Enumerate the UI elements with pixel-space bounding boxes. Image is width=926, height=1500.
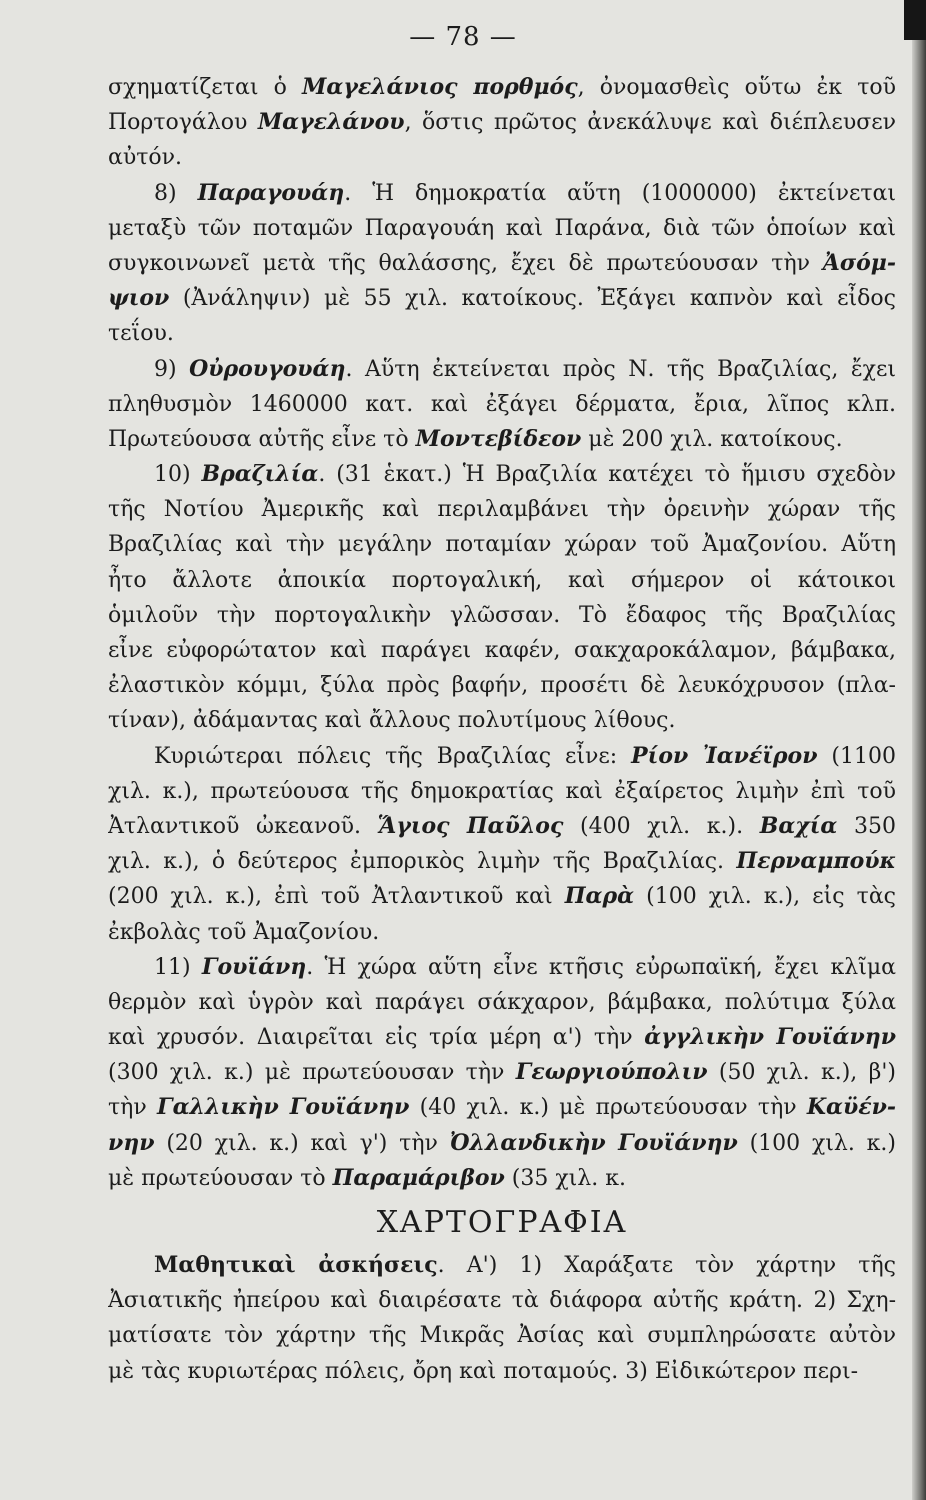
text-run: τῆς Νοτίου Ἀμερικῆς καὶ περιλαμβάνει τὴν ὀρεινὴν χώραν τῆς [108, 497, 896, 523]
text-line [108, 1126, 896, 1161]
text-run: . (31 ἑκατ.) Ἡ Βραζιλία κατέχει τὸ ἥμισυ σχεδὸν [318, 462, 896, 488]
text-line [108, 668, 896, 703]
emphasized-term: Καϋέν- [806, 1094, 896, 1121]
emphasized-term: Παραμάριβον [332, 1164, 505, 1191]
text-line [108, 915, 896, 950]
text-line [108, 457, 896, 492]
text-run: (400 χιλ. κ.). [563, 813, 760, 839]
emphasized-term: Γαλλικὴν Γουϊάνην [156, 1094, 410, 1121]
emphasized-term: ἀγγλικὴν Γουϊάνην [644, 1024, 896, 1051]
text-run: τεΐου. [108, 321, 174, 347]
text-run: μὲ πρωτεύουσαν τὸ [108, 1165, 333, 1191]
paragraph [108, 176, 896, 352]
text-run: καὶ χρυσόν. Διαιρεῖται εἰς τρία μέρη α') τὴν [108, 1025, 645, 1051]
emphasized-term: Παρὰ [564, 883, 635, 910]
text-line [108, 1161, 896, 1196]
text-line [108, 316, 896, 351]
text-line [108, 492, 896, 527]
text-run: 10) [154, 462, 202, 488]
text-run: . Α') 1) Χαράξατε τὸν χάρτην τῆς [437, 1253, 896, 1278]
text-run: , ὀνομασθεὶς οὕτω ἐκ τοῦ [577, 75, 896, 100]
emphasized-term: Βραζιλία [201, 461, 319, 488]
text-line [108, 1248, 896, 1283]
text-line [108, 70, 896, 105]
text-run: χιλ. κ.), ὁ δεύτερος ἐμπορικὸς λιμὴν τῆς Βραζιλίας. [108, 849, 737, 875]
text-run: σχηματίζεται ὁ [108, 75, 303, 100]
paragraph [108, 950, 896, 1196]
text-line [108, 246, 896, 281]
bold-term: Μαθητικαὶ ἀσκήσεις [154, 1252, 438, 1278]
text-line [108, 1354, 896, 1389]
text-line [108, 387, 896, 422]
text-run: Κυριώτεραι πόλεις τῆς Βραζιλίας εἶνε: [154, 743, 632, 769]
text-run: Βραζιλίας καὶ τὴν μεγάλην ποταμίαν χώραν τοῦ Ἀμαζονίου. Αὕτη [108, 532, 896, 558]
text-run: 11) [154, 954, 202, 980]
text-run: (100 χιλ. κ.) [737, 1130, 896, 1156]
text-run: 350 [837, 813, 896, 839]
page-body-text [108, 70, 896, 1389]
text-line [108, 563, 896, 598]
text-line [108, 527, 896, 562]
page-number: — 78 — [409, 22, 517, 52]
text-line [108, 140, 896, 175]
emphasized-term: Βαχία [759, 812, 838, 839]
emphasized-term: Μοντεβίδεον [415, 425, 582, 452]
text-run: (Ἀνάληψιν) μὲ 55 χιλ. κατοίκους. Ἐξάγει καπνὸν καὶ εἶδος [169, 286, 896, 312]
text-run: . Ἡ χώρα αὕτη εἶνε κτῆσις εὐρωπαϊκή, ἔχει κλῖμα [306, 954, 896, 980]
text-run: τίναν), ἀδάμαντας καὶ ἄλλους πολυτίμους λίθους. [108, 708, 676, 734]
text-run: χιλ. κ.), πρωτεύουσα τῆς δημοκρατίας καὶ ἐξαίρετος λιμὴν ἐπὶ τοῦ [108, 778, 896, 804]
text-run: μὲ 200 χιλ. κατοίκους. [581, 426, 843, 452]
text-run: ὁμιλοῦν τὴν πορτογαλικὴν γλῶσσαν. Τὸ ἔδαφος τῆς Βραζιλίας [108, 602, 896, 628]
text-line [108, 950, 896, 985]
text-line [108, 105, 896, 140]
text-run: (40 χιλ. κ.) μὲ πρωτεύουσαν τὴν [409, 1095, 807, 1121]
emphasized-term: Ρίον Ἰανέϊρον [631, 742, 818, 769]
text-line [108, 422, 896, 457]
text-run: συγκοινωνεῖ μετὰ τῆς θαλάσσης, ἔχει δὲ πρωτεύουσαν τὴν [108, 250, 823, 276]
emphasized-term: Περναμπούκ [736, 848, 896, 875]
text-line [108, 352, 896, 387]
emphasized-term: Μαγελάνιος πορθμός [302, 74, 578, 100]
text-line [108, 633, 896, 668]
text-run: (20 χιλ. κ.) καὶ γ') τὴν [154, 1130, 450, 1156]
text-run: θερμὸν καὶ ὑγρὸν καὶ παράγει σάκχαρον, βάμβακα, πολύτιμα ξύλα [108, 989, 896, 1015]
text-run: αὐτόν. [108, 145, 183, 171]
emphasized-term: νην [108, 1129, 155, 1156]
text-run: . Αὕτη ἐκτείνεται πρὸς Ν. τῆς Βραζιλίας, ἔχει [345, 356, 896, 382]
text-run: ἦτο ἄλλοτε ἀποικία πορτογαλική, καὶ σήμερον οἱ κάτοικοι [108, 567, 896, 593]
text-run: (1100 [817, 743, 896, 769]
text-run: 9) [154, 356, 190, 382]
emphasized-term: Οὐρουγουάη [189, 355, 346, 382]
text-line [108, 809, 896, 844]
paragraph [108, 457, 896, 739]
emphasized-term: Γουϊάνη [201, 953, 307, 980]
text-line [108, 739, 896, 774]
text-line [108, 985, 896, 1020]
text-line [108, 774, 896, 809]
emphasized-term: Ἀσόμ- [822, 249, 896, 276]
text-line [108, 1090, 896, 1125]
text-run: (35 χιλ. κ. [504, 1165, 626, 1191]
emphasized-term: Παραγουάη [197, 179, 345, 206]
emphasized-term: ψιον [108, 285, 170, 312]
text-line [108, 1283, 896, 1318]
text-line [108, 211, 896, 246]
text-run: ἐλαστικὸν κόμμι, ξύλα πρὸς βαφήν, προσέτι δὲ λευκόχρυσον (πλα- [108, 673, 896, 699]
text-line [108, 1055, 896, 1090]
emphasized-term: Ὀλλανδικὴν Γουϊάνην [449, 1129, 738, 1156]
text-line [108, 879, 896, 914]
text-line [108, 1020, 896, 1055]
paragraph [108, 739, 896, 950]
text-run: Ἀτλαντικοῦ ὠκεανοῦ. [108, 813, 378, 839]
text-line [108, 844, 896, 879]
text-run: Ἀσιατικῆς ἠπείρου καὶ διαιρέσατε τὰ διάφορα αὐτῆς κράτη. 2) Σχη- [108, 1288, 896, 1314]
text-run: . Ἡ δημοκρατία αὕτη (1000000) ἐκτείνεται [344, 180, 896, 206]
page-edge-shadow [912, 0, 926, 1500]
emphasized-term: Μαγελάνου [257, 109, 405, 136]
emphasized-term: Ἅγιος Παῦλος [377, 812, 564, 839]
text-run: εἶνε εὐφορώτατον καὶ παράγει καφέν, σακχαροκάλαμον, βάμβακα, [108, 638, 896, 663]
text-run: μὲ τὰς κυριωτέρας πόλεις, ὄρη καὶ ποταμούς. 3) Εἰδικώτερον περι- [108, 1358, 859, 1384]
section-heading: ΧΑΡΤΟΓΡΑΦΙΑ [376, 1205, 628, 1240]
paragraph [108, 70, 896, 176]
text-run: Πρωτεύουσα αὐτῆς εἶνε τὸ [108, 426, 416, 452]
text-line [108, 281, 896, 316]
text-run: μεταξὺ τῶν ποταμῶν Παραγουάη καὶ Παράνα, διὰ τῶν ὁποίων καὶ [108, 215, 896, 241]
paragraph [108, 352, 896, 458]
text-run: (50 χιλ. κ.), β') [707, 1060, 896, 1086]
text-run: Πορτογάλου [108, 110, 258, 136]
text-line [108, 598, 896, 633]
text-run: , ὅστις πρῶτος ἀνεκάλυψε καὶ διέπλευσεν [404, 110, 896, 136]
text-line [108, 176, 896, 211]
text-run: (300 χιλ. κ.) μὲ πρωτεύουσαν τὴν [108, 1060, 516, 1086]
paragraph [108, 1248, 896, 1389]
text-run: 8) [154, 180, 198, 206]
text-line [108, 1318, 896, 1353]
text-run: (100 χιλ. κ.), εἰς τὰς [634, 884, 896, 910]
text-run: πληθυσμὸν 1460000 κατ. καὶ ἐξάγει δέρματα, ἔρια, λῖπος κλπ. [108, 391, 896, 417]
text-run: τὴν [108, 1095, 157, 1121]
emphasized-term: Γεωργιούπολιν [515, 1059, 708, 1086]
text-run: ματίσατε τὸν χάρτην τῆς Μικρᾶς Ἀσίας καὶ συμπληρώσατε αὐτὸν [108, 1323, 896, 1349]
text-run: ἐκβολὰς τοῦ Ἀμαζονίου. [108, 919, 380, 945]
text-line [108, 703, 896, 738]
text-run: (200 χιλ. κ.), ἐπὶ τοῦ Ἀτλαντικοῦ καὶ [108, 884, 565, 910]
